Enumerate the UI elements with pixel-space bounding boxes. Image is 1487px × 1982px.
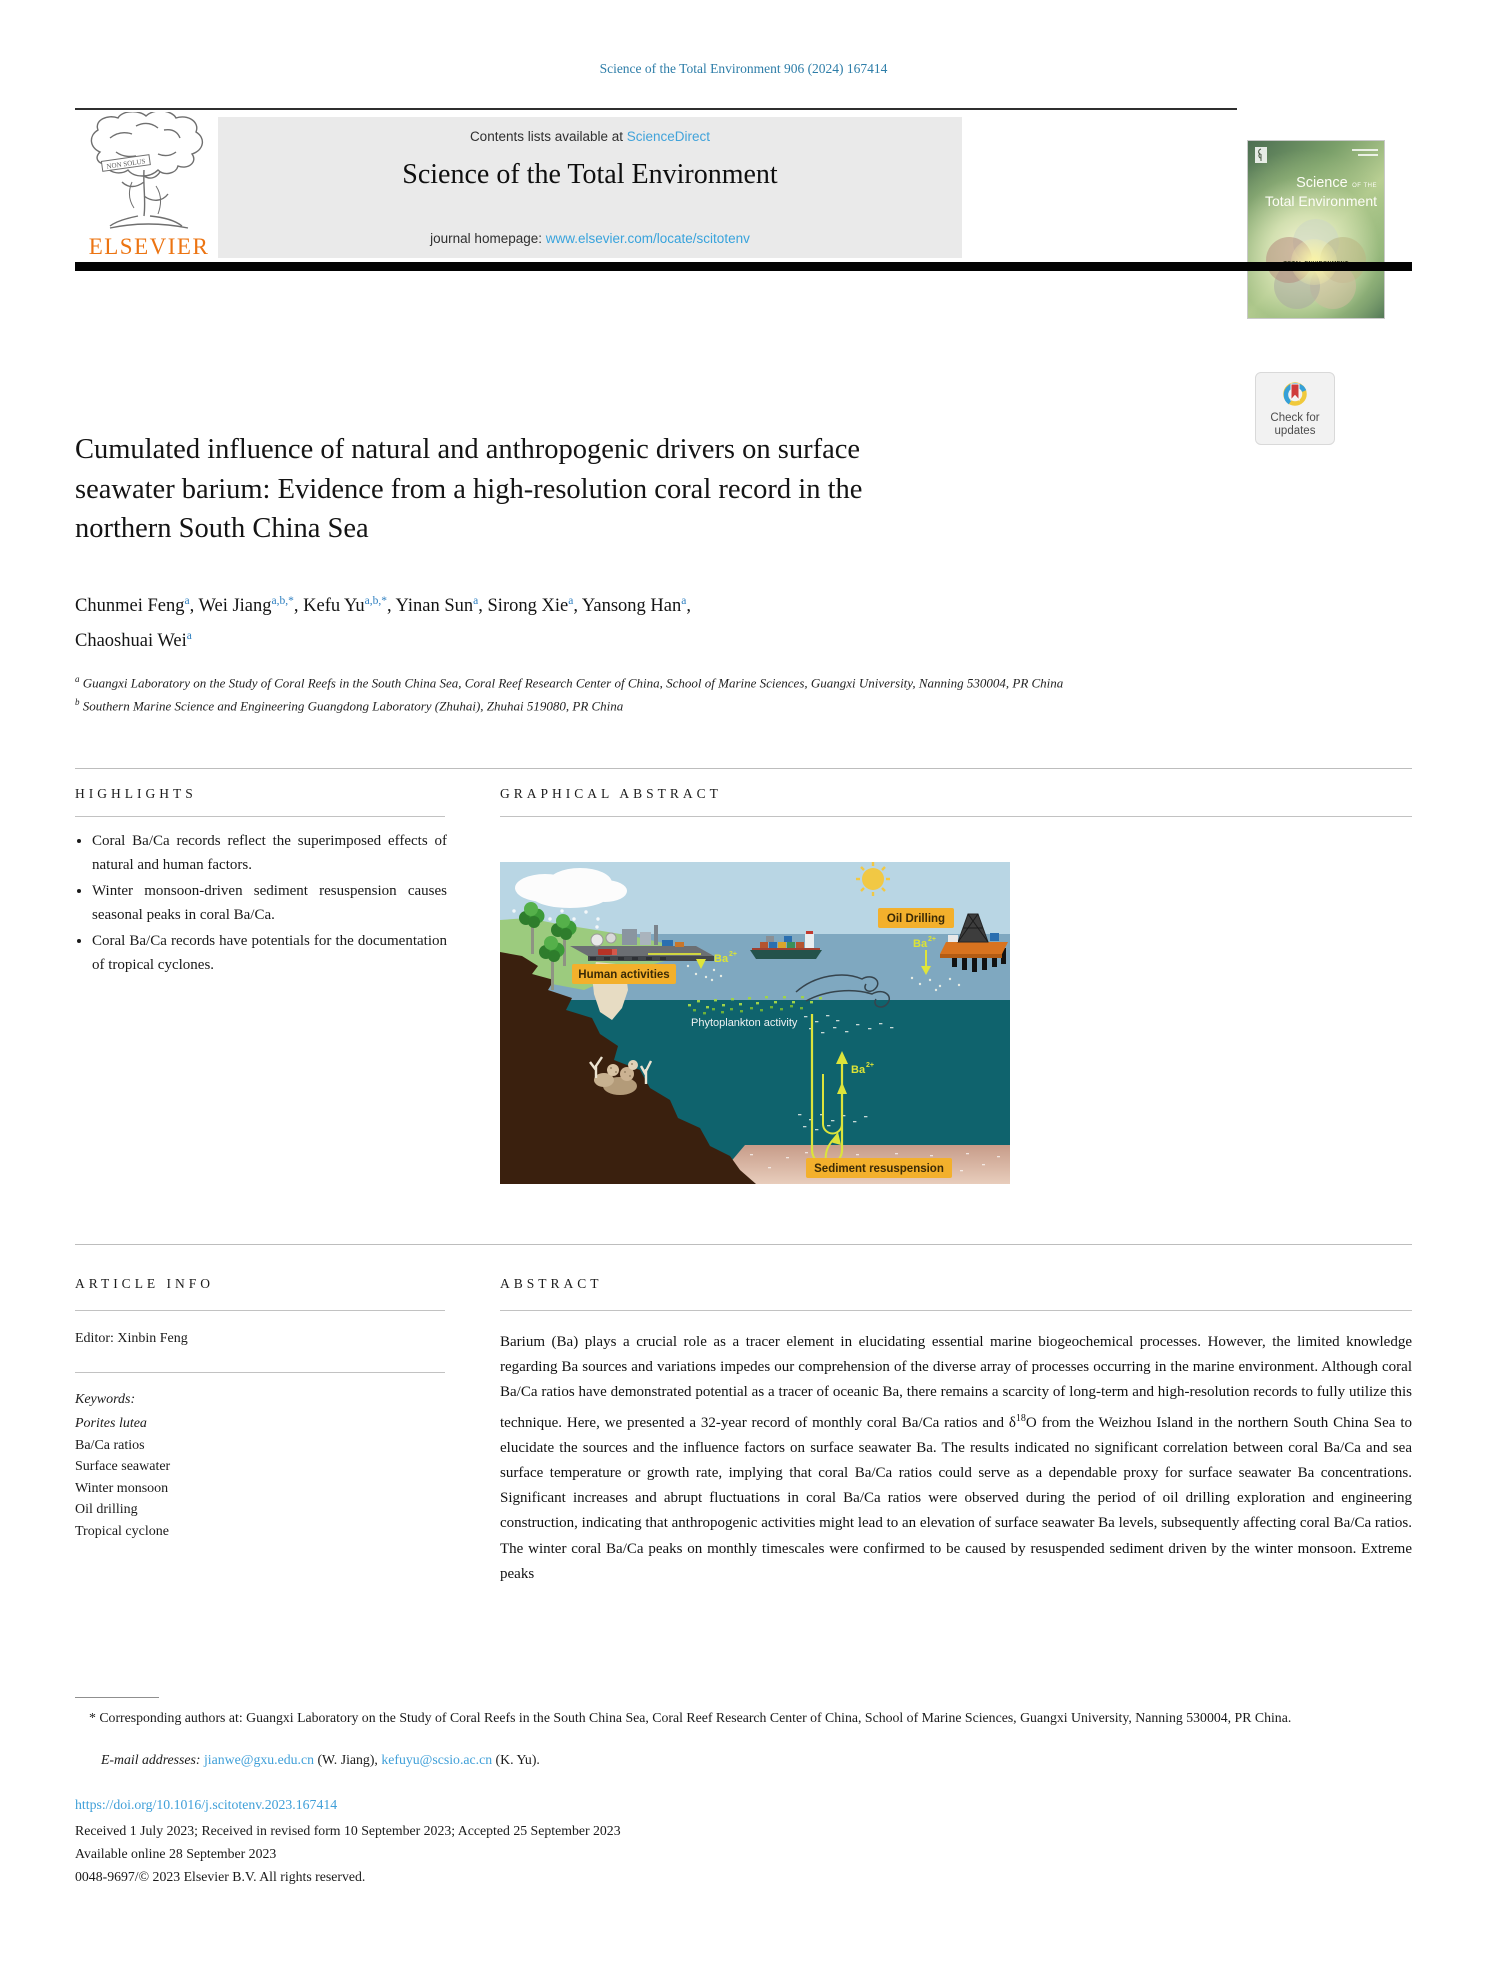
- keyword: Oil drilling: [75, 1502, 138, 1517]
- email2-suffix: (K. Yu).: [492, 1752, 540, 1767]
- received-dates: Received 1 July 2023; Received in revised form 10 September 2023; Accepted 25 September 2023: [75, 1823, 621, 1838]
- homepage-line: [218, 231, 962, 246]
- svg-text:Oil Drilling: Oil Drilling: [886, 913, 946, 925]
- ba-label: Ba: [913, 938, 928, 950]
- top-rule: [75, 108, 1237, 110]
- keyword: Ba/Ca ratios: [75, 1437, 145, 1453]
- highlights-rule: [75, 816, 445, 817]
- cover-elsevier-mini-logo-icon: [1255, 147, 1267, 163]
- homepage-prefix: journal homepage:: [430, 231, 546, 246]
- header-separator-bar: [75, 262, 1412, 271]
- keyword: Winter monsoon: [75, 1480, 169, 1496]
- cover-title: [1253, 175, 1377, 209]
- article-title: [75, 430, 862, 549]
- elsevier-tree-icon: [80, 112, 218, 232]
- author: Chunmei Feng$^a$,: [75, 595, 199, 617]
- check-for-updates-badge[interactable]: [1255, 372, 1335, 445]
- abstract-superscript: 18: [1015, 1412, 1026, 1424]
- ba-superscript: 2+: [928, 936, 936, 943]
- check-updates-text1: Check for: [1270, 412, 1320, 424]
- author-line-2: [75, 621, 691, 656]
- elsevier-wordmark: ELSEVIER: [88, 234, 210, 259]
- article-title-line: seawater barium: Evidence from a high-resolution coral record in the: [75, 473, 863, 505]
- highlight-item: • Coral Ba/Ca records reflect the superimposed effects of natural and human factors.: [92, 830, 447, 877]
- cover-title-word2: Total Environment: [1264, 193, 1377, 209]
- svg-text:Sediment resuspension: Sediment resuspension: [814, 1163, 944, 1175]
- author-list: [75, 586, 691, 656]
- highlights-heading: HIGHLIGHTS: [75, 786, 197, 801]
- email-addresses-line: [75, 1752, 1412, 1768]
- section-rule: [75, 1244, 1412, 1245]
- elsevier-logo[interactable]: [80, 112, 218, 260]
- elsevier-motto: NON SOLUS: [106, 157, 146, 171]
- affiliations: [75, 670, 1320, 716]
- keywords-label: Keywords:: [75, 1392, 136, 1407]
- cover-title-ofthe: OF THE: [1352, 183, 1377, 189]
- email-label: E-mail addresses:: [101, 1752, 201, 1767]
- abstract-rule: [500, 1310, 1412, 1311]
- check-updates-icon: [1280, 380, 1310, 408]
- ba-label: Ba: [851, 1064, 866, 1076]
- author: Wei Jiang$^{a,b,*}$,: [198, 595, 304, 617]
- phytoplankton-label: Phytoplankton activity: [691, 1017, 798, 1029]
- graphical-abstract-figure: [500, 862, 1010, 1184]
- check-updates-text2: updates: [1274, 425, 1316, 437]
- abstract-text: [500, 1330, 1412, 1587]
- article-info-heading: ARTICLE INFO: [75, 1276, 215, 1291]
- abstract-part2: O from the Weizhou Island in the northern South China Sea to elucidate the sources and the influence factors on surface seawater Ba. The results indicated no significant correlation between coral Ba/Ca and sea surface temperature or growth rate, implying that coral Ba/Ca ratios could serve as a dependable proxy for surface seawater Ba concentrations. Significant increases and abrupt fluctuations in coral Ba/Ca ratios were observed during the period of oil drilling exploration and engineering construction, indicating that anthropogenic activities might lead to an elevation of surface seawater Ba levels, subsequently affecting coral Ba/Ca ratios. The winter coral Ba/Ca peaks on monthly timescales were confirmed to be caused by resuspended sediment driven by the winter monsoon. Extreme peaks: [500, 1414, 1412, 1582]
- abstract-part1: Barium (Ba) plays a crucial role as a tracer element in elucidating essential marine biogeochemical processes. However, the limited knowledge regarding Ba sources and variations impedes our comprehension of the diverse array of processes occurring in the marine environment. Although coral Ba/Ca ratios have demonstrated potential as a tracer of oceanic Ba, there remains a scarcity of long-term and high-resolution records to fully utilize this technique. Here, we presented a 32-year record of monthly coral Ba/Ca ratios and δ: [500, 1334, 1412, 1431]
- sciencedirect-link[interactable]: ScienceDirect: [626, 129, 711, 144]
- footnote-rule: [75, 1697, 159, 1698]
- corresponding-author-note: * Corresponding authors at: Guangxi Laboratory on the Study of Coral Reefs in the South China Sea, Coral Reef Research Center of China, School of Marine Sciences, Guangxi University, Nanning 530004, PR China.: [89, 1710, 1292, 1725]
- contents-prefix: Contents lists available at: [469, 129, 627, 144]
- ba-superscript: 2+: [729, 951, 737, 958]
- cover-issue-text-line: [1358, 154, 1378, 156]
- journal-citation: Science of the Total Environment 906 (2024) 167414: [599, 61, 888, 76]
- section-rule: [75, 768, 1412, 769]
- email-link-yu[interactable]: kefuyu@scsio.ac.cn: [381, 1752, 493, 1767]
- journal-cover-thumbnail[interactable]: [1247, 140, 1385, 319]
- editor-rule: [75, 1372, 445, 1373]
- author: Yinan Sun$^a$,: [395, 595, 488, 617]
- journal-title: Science of the Total Environment: [402, 159, 778, 190]
- graphical-abstract-rule: [500, 816, 1412, 817]
- keyword: Tropical cyclone: [75, 1523, 169, 1539]
- author: Chaoshuai Wei$^a$: [75, 630, 192, 652]
- email1-suffix: (W. Jiang),: [314, 1752, 382, 1767]
- highlight-item: • Winter monsoon-driven sediment resuspension causes seasonal peaks in coral Ba/Ca.: [92, 880, 447, 927]
- oil-drilling-label: [878, 908, 954, 928]
- author: Kefu $Yu^{a,b,*}$,: [303, 595, 396, 617]
- highlight-item: • Coral Ba/Ca records have potentials for the documentation of tropical cyclones.: [92, 930, 447, 977]
- affiliation: $^a$ Guangxi Laboratory on the Study of Coral Reefs in the South China Sea, Coral Reef Research Center of China, School of Marine Sciences, Guangxi University, Nanning 530004, PR China: [75, 674, 1064, 691]
- cover-title-word1: Science: [1296, 175, 1348, 191]
- keyword: Porites lutea: [75, 1416, 147, 1431]
- keywords-list: [75, 1413, 170, 1542]
- copyright-line: 0048-9697/© 2023 Elsevier B.V. All rights reserved.: [75, 1869, 366, 1884]
- contents-line: [218, 129, 962, 144]
- journal-header-box: [218, 117, 962, 258]
- article-info-rule: [75, 1310, 445, 1311]
- author: Sirong Xie$^a$,: [487, 595, 582, 617]
- ba-label: Ba: [714, 953, 729, 965]
- editor-line: Editor: Xinbin Feng: [75, 1331, 188, 1346]
- sediment-resuspension-label: [806, 1158, 952, 1178]
- human-activities-label: [572, 964, 676, 984]
- article-title-line: Cumulated influence of natural and anthropogenic drivers on surface: [75, 434, 861, 465]
- author: Yansong Han$^a$,: [581, 595, 691, 617]
- svg-text:Human activities: Human activities: [578, 969, 670, 981]
- article-title-line: northern South China Sea: [75, 513, 369, 544]
- author-line-1: [75, 586, 691, 621]
- cover-issue-text-line: [1352, 149, 1378, 151]
- available-online: Available online 28 September 2023: [75, 1846, 277, 1861]
- abstract-heading: ABSTRACT: [500, 1276, 603, 1291]
- homepage-link[interactable]: www.elsevier.com/locate/scitotenv: [545, 231, 750, 246]
- ba-superscript: 2+: [866, 1062, 874, 1069]
- graphical-abstract-heading: GRAPHICAL ABSTRACT: [500, 786, 722, 801]
- doi-link[interactable]: https://doi.org/10.1016/j.scitotenv.2023.167414: [75, 1797, 338, 1812]
- affiliation: $^b$ Southern Marine Science and Engineering Guangdong Laboratory (Zhuhai), Zhuhai 519080, PR China: [75, 696, 624, 714]
- highlights-list: [75, 830, 447, 980]
- email-link-jiang[interactable]: jianwe@gxu.edu.cn: [203, 1752, 314, 1767]
- keyword: Surface seawater: [75, 1459, 171, 1474]
